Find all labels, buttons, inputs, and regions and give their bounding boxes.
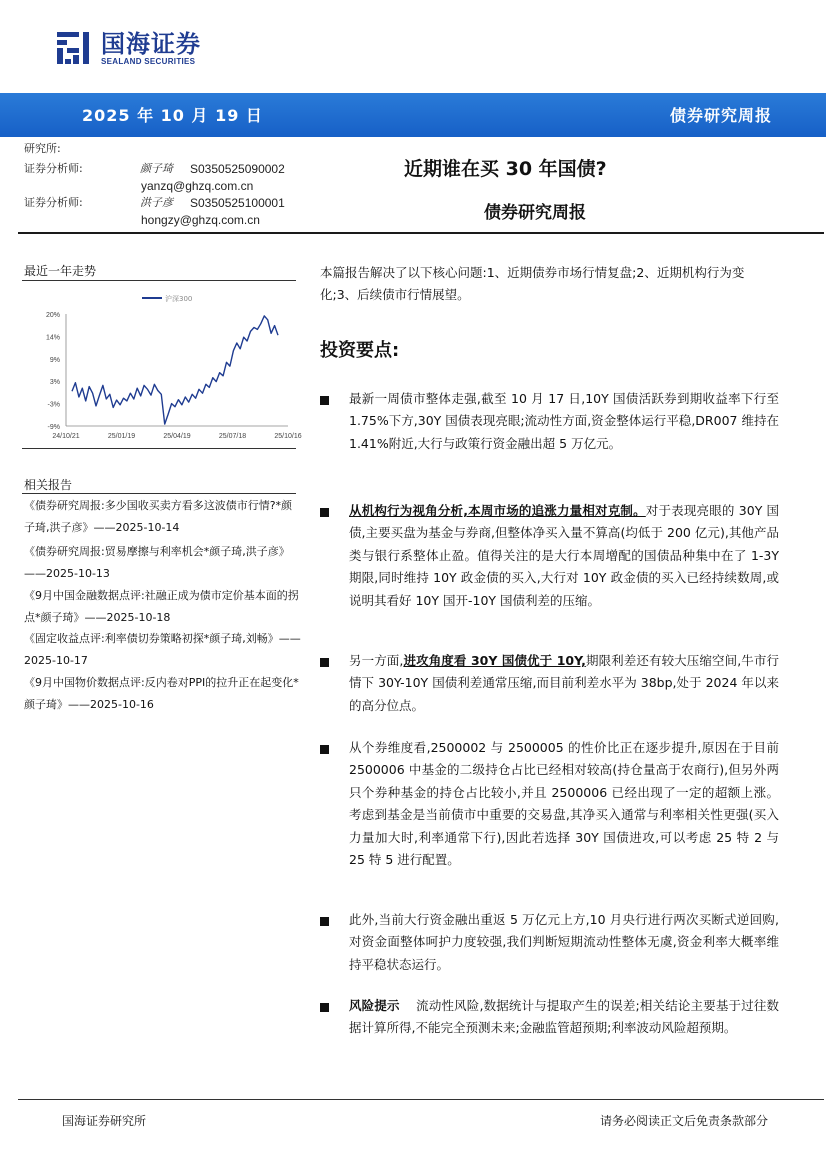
section-divider xyxy=(18,232,824,234)
sidebar-divider xyxy=(22,280,296,281)
key-point-paragraph xyxy=(349,500,779,612)
related-report-link[interactable]: 《9月中国金融数据点评:社融正成为债市定价基本面的拐点*颜子琦》——2025-10-18 xyxy=(24,589,299,624)
institute-label: 研究所: xyxy=(24,142,61,155)
y-tick-label: 20% xyxy=(45,312,60,319)
y-tick-label: 14% xyxy=(45,334,60,342)
related-report-link[interactable]: 《9月中国物价数据点评:反内卷对PPI的拉升正在起变化*颜子琦》——2025-10-16 xyxy=(24,676,299,711)
analyst-license-code: S0350525100001 xyxy=(190,196,285,210)
analyst-name: 颜子琦 xyxy=(140,162,173,175)
legend-label: 沪深300 xyxy=(165,295,193,303)
x-tick-label: 25/07/18 xyxy=(218,433,247,440)
analyst-name: 洪子彦 xyxy=(140,196,173,209)
key-point-paragraph: 此外,当前大行资金融出重返 5 万亿元上方,10 月央行进行两次买断式逆回购,对资金面整体呵护力度较强,我们判断短期流动性整体无虞,资金利率大概率维持平稳状态运行。 xyxy=(349,912,779,972)
y-tick-label: 3% xyxy=(49,379,60,387)
report-type: 债券研究周报 xyxy=(669,106,772,125)
intro-paragraph: 本篇报告解决了以下核心问题:1、近期债券市场行情复盘;2、近期机构行为变化;3、后续债市行情展望。 xyxy=(320,265,745,302)
x-tick-label: 24/10/21 xyxy=(52,433,80,440)
series-line xyxy=(72,316,278,424)
sealand-logo-icon xyxy=(55,28,95,68)
bullet-square-icon xyxy=(320,658,329,667)
related-report-link[interactable]: 《债券研究周报:多少国收买卖方看多这波债市行情?*颜子琦,洪子彦》——2025-10-14 xyxy=(24,499,293,534)
key-point-paragraph xyxy=(349,650,779,717)
paragraph-text: 对于表现亮眼的 30Y 国债,主要买盘为基金与券商,但整体净买入量不算高(均低于 200 亿元),其他产品类与银行系整体止盈。值得关注的是大行本周增配的国债品种集中在了 1-3Y 期限,同时维持 10Y 政金债的买入,大行对 10Y 政金债的买入已经持续数周,或说明其看好 10Y 国开-10Y 国债利差的压缩。 xyxy=(349,503,779,608)
bullet-square-icon xyxy=(320,745,329,754)
sidebar-divider xyxy=(22,448,296,449)
highlight-text: 进攻角度看 30Y 国债优于 10Y, xyxy=(403,653,586,668)
related-report-link[interactable]: 《债券研究周报:贸易摩擦与利率机会*颜子琦,洪子彦》——2025-10-13 xyxy=(24,545,290,580)
x-tick-label: 25/10/16 xyxy=(274,433,302,440)
logo-chinese-name: 国海证券 xyxy=(101,29,201,58)
bullet-square-icon xyxy=(320,508,329,517)
analyst-label: 证券分析师: xyxy=(24,196,83,209)
report-date: 2025 年 10 月 19 日 xyxy=(82,106,263,125)
header-banner xyxy=(0,93,826,137)
paragraph-text: 另一方面, xyxy=(349,653,404,668)
logo-english-name: SEALAND SECURITIES xyxy=(101,56,196,66)
trend-title: 最近一年走势 xyxy=(24,264,97,278)
analyst-license-code: S0350525090002 xyxy=(190,162,285,176)
bullet-square-icon xyxy=(320,917,329,926)
bullet-square-icon xyxy=(320,396,329,405)
y-tick-label: -3% xyxy=(47,401,60,409)
related-report-link[interactable]: 《固定收益点评:利率债切券策略初探*颜子琦,刘畅》——2025-10-17 xyxy=(24,632,301,667)
related-reports-title: 相关报告 xyxy=(24,478,73,492)
key-point-paragraph: 最新一周债市整体走强,截至 10 月 17 日,10Y 国债活跃券到期收益率下行至 1.75%下方,30Y 国债表现亮眼;流动性方面,资金整体运行平稳,DR007 维持在 1.41%附近,大行与政策行资金融出超 5 万亿元。 xyxy=(349,391,779,451)
paragraph-text: 流动性风险,数据统计与提取产生的误差;相关结论主要基于过往数据计算所得,不能完全预测未来;金融监管超预期;利率波动风险超预期。 xyxy=(349,998,779,1036)
y-tick-label: 9% xyxy=(49,356,60,364)
y-tick-label: -9% xyxy=(47,424,60,431)
trend-chart xyxy=(22,286,302,446)
bullet-square-icon xyxy=(320,1003,329,1012)
x-tick-label: 25/04/19 xyxy=(163,433,191,440)
key-point-paragraph: 从个券维度看,2500002 与 2500005 的性价比正在逐步提升,原因在于目前 2500006 中基金的二级持仓占比已经相对较高(持仓量高于农商行),但另外两只个券种基金的持仓占比较小,并且 2500006 已经出现了一定的超额上涨。考虑到基金是当前债市中重要的交易盘,其净买入通常与利率相关性更强(买入力量加大时,利率通常下行),因此若选择 30Y 国债进攻,可以考虑 25 特 2 与 25 特 5 进行配置。 xyxy=(349,740,779,868)
trend-chart-svg xyxy=(22,286,302,446)
paragraph-text: 期限利差还有较大压缩空间,牛市行情下 30Y-10Y 国债利差通常压缩,而目前利差水平为 38bp,处于 2024 年以来的高分位点。 xyxy=(349,653,779,713)
key-points-title: 投资要点: xyxy=(320,340,400,361)
report-title: 近期谁在买 30 年国债? xyxy=(404,158,607,180)
report-subtitle: 债券研究周报 xyxy=(484,203,586,223)
sidebar-divider xyxy=(22,493,296,494)
footer-divider xyxy=(18,1099,824,1100)
x-tick-label: 25/01/19 xyxy=(107,433,136,440)
company-logo xyxy=(55,28,201,68)
risk-warning-label: 风险提示 xyxy=(349,998,400,1013)
footer-disclaimer: 请务必阅读正文后免责条款部分 xyxy=(599,1114,768,1128)
analyst-email[interactable]: hongzy@ghzq.com.cn xyxy=(141,213,260,227)
footer-institute: 国海证券研究所 xyxy=(62,1114,147,1128)
highlight-text: 从机构行为视角分析,本周市场的追涨力量相对克制。 xyxy=(349,503,646,518)
analyst-label: 证券分析师: xyxy=(24,162,83,175)
analyst-email[interactable]: yanzq@ghzq.com.cn xyxy=(141,179,254,193)
risk-warning-paragraph xyxy=(349,995,779,1040)
